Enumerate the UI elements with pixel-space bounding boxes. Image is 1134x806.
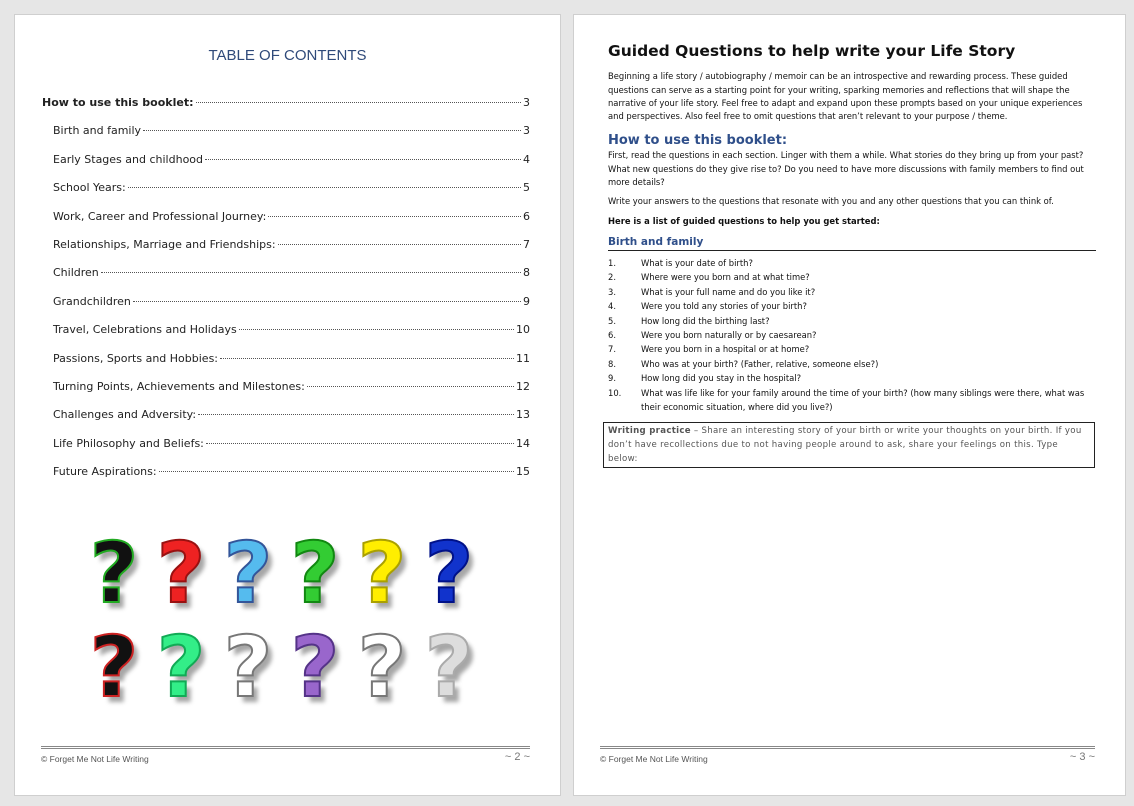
toc-entry-page: 3 (523, 124, 530, 138)
question-text: What was life like for your family around the time of your birth? (how many siblings were there, what was their economic situation, where did you live?) (641, 387, 1085, 413)
question-mark-icon: ? (357, 524, 407, 622)
section-heading: Birth and family (608, 235, 1096, 251)
page-number: ~ 2 ~ (504, 751, 530, 763)
toc-entry[interactable] (42, 266, 530, 294)
question-mark-icon: ? (424, 618, 474, 716)
toc-entry-label: Grandchildren (53, 294, 131, 308)
question-text: How long did the birthing last? (641, 315, 770, 326)
toc-entry-page: 13 (516, 408, 530, 422)
question-item (608, 256, 1096, 270)
question-mark-icon: ? (156, 524, 206, 622)
toc-entry-page: 15 (516, 465, 530, 479)
toc-leader-dots (196, 102, 522, 103)
toc-entry-page: 6 (523, 209, 530, 223)
toc-leader-dots (268, 216, 521, 217)
question-number: 2. (608, 272, 616, 283)
toc-entry-label: Future Aspirations: (53, 465, 157, 479)
how-to-paragraph-3: Here is a list of guided questions to help you get started: (608, 215, 880, 226)
toc-leader-dots (307, 386, 514, 387)
toc-entry-label: Relationships, Marriage and Friendships: (53, 237, 276, 251)
toc-entry[interactable] (42, 124, 530, 152)
question-number: 6. (608, 330, 616, 340)
toc-entry[interactable] (42, 352, 530, 380)
toc-entry-page: 5 (523, 181, 530, 195)
question-text: Who was at your birth? (Father, relative, someone else?) (641, 358, 879, 369)
question-mark-icon: ? (424, 524, 474, 622)
writing-practice-box[interactable] (603, 422, 1095, 468)
page-footer (600, 746, 1095, 764)
footer-copyright: © Forget Me Not Life Writing (600, 754, 708, 764)
question-text: What is your date of birth? (641, 257, 753, 268)
toc-entry-page: 4 (523, 152, 530, 166)
question-mark-icon: ? (223, 618, 273, 716)
question-text: What is your full name and do you like it? (641, 286, 816, 297)
question-item (608, 285, 1096, 299)
question-text: Were you born naturally or by caesarean? (641, 330, 817, 340)
toc-entry-label: Life Philosophy and Beliefs: (53, 436, 204, 450)
question-mark-icon: ? (89, 618, 139, 716)
page-title: Guided Questions to help write your Life Story (608, 42, 1016, 60)
toc-leader-dots (143, 130, 521, 131)
question-number: 3. (608, 286, 616, 297)
question-number: 1. (608, 257, 616, 268)
toc-entry[interactable] (42, 238, 530, 266)
question-item (608, 357, 1096, 371)
toc-entry[interactable] (42, 323, 530, 351)
question-item (608, 270, 1096, 284)
question-item (608, 386, 1096, 415)
question-text: How long did you stay in the hospital? (641, 373, 802, 384)
toc-entry-page: 10 (516, 323, 530, 337)
question-mark-icon: ? (290, 618, 340, 716)
question-number: 8. (608, 358, 616, 369)
toc-entry-page: 9 (523, 294, 530, 308)
question-mark-icon: ? (290, 524, 340, 622)
toc-entry[interactable] (42, 181, 530, 209)
question-mark-icon: ? (357, 618, 407, 716)
question-item (608, 314, 1096, 328)
toc-leader-dots (239, 329, 514, 330)
toc-entry[interactable] (42, 465, 530, 493)
page-number: ~ 3 ~ (1069, 751, 1095, 763)
toc-title: TABLE OF CONTENTS (208, 47, 367, 64)
toc-entry-label: Travel, Celebrations and Holidays (53, 323, 237, 337)
toc-entry-label: Turning Points, Achievements and Milestones: (53, 379, 305, 393)
question-number: 10. (608, 387, 622, 398)
toc-leader-dots (101, 272, 521, 273)
toc-entry[interactable] (42, 380, 530, 408)
toc-entry-page: 8 (523, 266, 530, 280)
toc-entry-label: Children (53, 266, 99, 280)
toc-entry[interactable] (42, 295, 530, 323)
toc-entry-page: 14 (516, 436, 530, 450)
toc-entry[interactable] (42, 210, 530, 238)
toc-entry-page: 12 (516, 379, 530, 393)
how-to-paragraph-1: First, read the questions in each section. Linger with them a while. What stories do they bring up from your past? What new questions do they give rise to? Do you need to have more discussions with family members to find out more details? (608, 150, 1084, 188)
footer-copyright: © Forget Me Not Life Writing (41, 754, 149, 764)
toc-leader-dots (205, 159, 521, 160)
toc-entry[interactable] (42, 153, 530, 181)
question-number: 5. (608, 315, 616, 326)
practice-label: Writing practice (608, 426, 691, 437)
question-item (608, 299, 1096, 313)
toc-entry-page: 11 (516, 351, 530, 365)
question-marks-image (85, 524, 485, 716)
toc-entry-page: 7 (523, 237, 530, 251)
toc-entry[interactable] (42, 96, 530, 124)
question-item (608, 371, 1096, 385)
toc-leader-dots (206, 443, 514, 444)
question-list (608, 256, 1096, 414)
table-of-contents (42, 96, 530, 493)
question-item (608, 342, 1096, 356)
toc-entry-label: Challenges and Adversity: (53, 408, 197, 422)
intro-paragraph: Beginning a life story / autobiography / memoir can be an introspective and rewarding process. These guided questions can serve as a starting point for your writing, sparking memories and reflections that will shape the narrative of your life story. Feel free to adapt and expand upon these prompts based on your unique experiences and perspectives. Also feel free to omit questions that aren’t relevant to your purpose / theme. (608, 71, 1083, 122)
toc-entry-label: Passions, Sports and Hobbies: (53, 351, 218, 365)
question-number: 9. (608, 373, 616, 384)
toc-entry-label: How to use this booklet: (42, 96, 194, 109)
toc-leader-dots (278, 244, 521, 245)
toc-leader-dots (198, 414, 514, 415)
toc-entry-label: Early Stages and childhood (53, 152, 204, 166)
toc-entry-label: School Years: (53, 181, 126, 195)
question-mark-icon: ? (223, 524, 273, 622)
question-mark-icon: ? (89, 524, 139, 622)
question-number: 4. (608, 301, 616, 312)
toc-entry[interactable] (42, 437, 530, 465)
question-number: 7. (608, 344, 616, 355)
toc-leader-dots (133, 301, 521, 302)
question-item (608, 328, 1096, 342)
question-text: Were you told any stories of your birth? (641, 301, 807, 312)
page-2 (14, 14, 561, 796)
toc-leader-dots (128, 187, 521, 188)
toc-leader-dots (159, 471, 514, 472)
page-footer (41, 746, 530, 764)
page-3 (573, 14, 1126, 796)
toc-leader-dots (220, 358, 514, 359)
question-text: Were you born in a hospital or at home? (641, 344, 810, 355)
toc-entry-label: Work, Career and Professional Journey: (53, 209, 267, 223)
toc-entry-label: Birth and family (53, 124, 142, 138)
question-text: Where were you born and at what time? (641, 272, 810, 283)
toc-entry-page: 3 (523, 96, 530, 109)
practice-text: – Share an interesting story of your birth or write your thoughts on your birth. If you don’t have recollections due to not having people around to ask, share your feelings on this. Type below: (608, 426, 1082, 465)
question-mark-icon: ? (156, 618, 206, 716)
toc-entry[interactable] (42, 408, 530, 436)
how-to-heading: How to use this booklet: (608, 133, 788, 149)
how-to-paragraph-2: Write your answers to the questions that resonate with you and any other questions that you can think of. (608, 196, 1054, 207)
